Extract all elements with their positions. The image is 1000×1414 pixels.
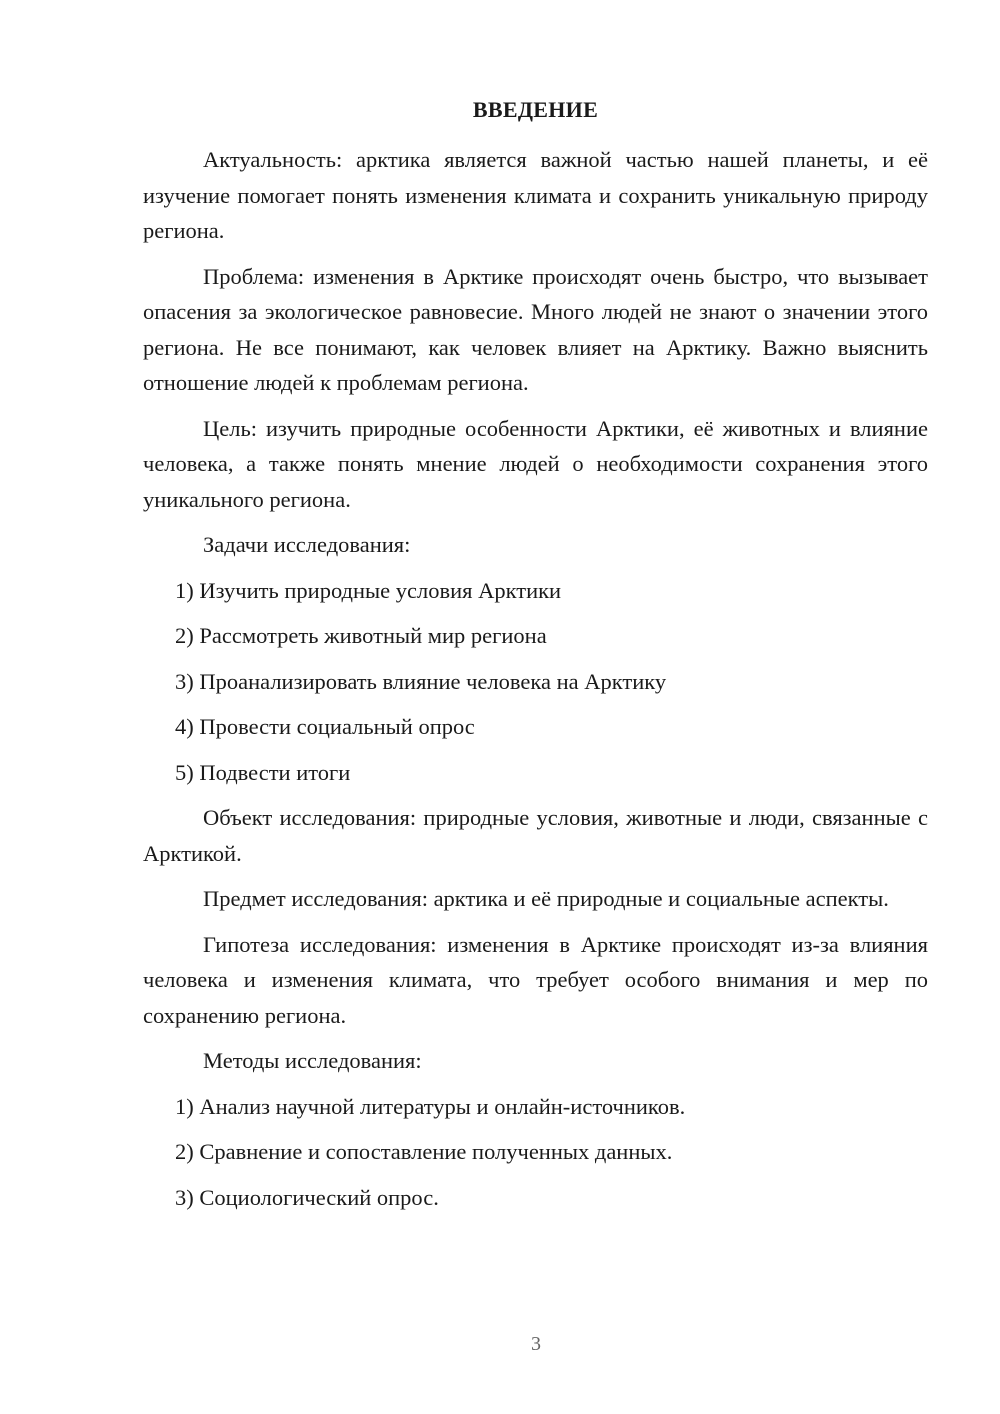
tasks-heading: Задачи исследования: [203, 532, 411, 557]
object-paragraph: Объект исследования: природные условия, животные и люди, связанные с Арктикой. [143, 805, 928, 866]
task-item: 5) Подвести итоги [175, 759, 351, 785]
task-item: 4) Провести социальный опрос [175, 714, 475, 739]
hypothesis-paragraph: Гипотеза исследования: изменения в Арктике происходят из-за влияния человека и изменения климата, что требует особого внимания и мер по сохранению региона. [143, 931, 928, 1028]
task-item: 3) Проанализировать влияние человека на Арктику [175, 668, 667, 694]
task-item: 2) Рассмотреть животный мир региона [175, 623, 547, 648]
methods-list [143, 1089, 928, 1216]
subject-paragraph: Предмет исследования: арктика и её природные и социальные аспекты. [203, 886, 889, 911]
tasks-list [143, 573, 928, 791]
method-item: 3) Социологический опрос. [175, 1184, 439, 1210]
document-title: ВВЕДЕНИЕ [472, 97, 599, 122]
goal-paragraph: Цель: изучить природные особенности Арктики, её животных и влияние человека, а также понять мнение людей о необходимости сохранения этого уникального региона. [143, 415, 928, 512]
problem-paragraph: Проблема: изменения в Арктике происходят очень быстро, что вызывает опасения за экологическое равновесие. Много людей не знают о значении этого региона. Не все понимают, как человек влияет на Арктику. Важно выяснить отношение людей к проблемам региона. [143, 263, 928, 395]
method-item: 1) Анализ научной литературы и онлайн-источников. [175, 1093, 686, 1119]
task-item: 1) Изучить природные условия Арктики [175, 577, 562, 603]
methods-heading: Методы исследования: [203, 1048, 422, 1073]
method-item: 2) Сравнение и сопоставление полученных данных. [175, 1139, 673, 1164]
relevance-paragraph: Актуальность: арктика является важной частью нашей планеты, и её изучение помогает понять изменения климата и сохранить уникальную природу региона. [143, 147, 928, 243]
page-number: 3 [531, 1333, 541, 1355]
